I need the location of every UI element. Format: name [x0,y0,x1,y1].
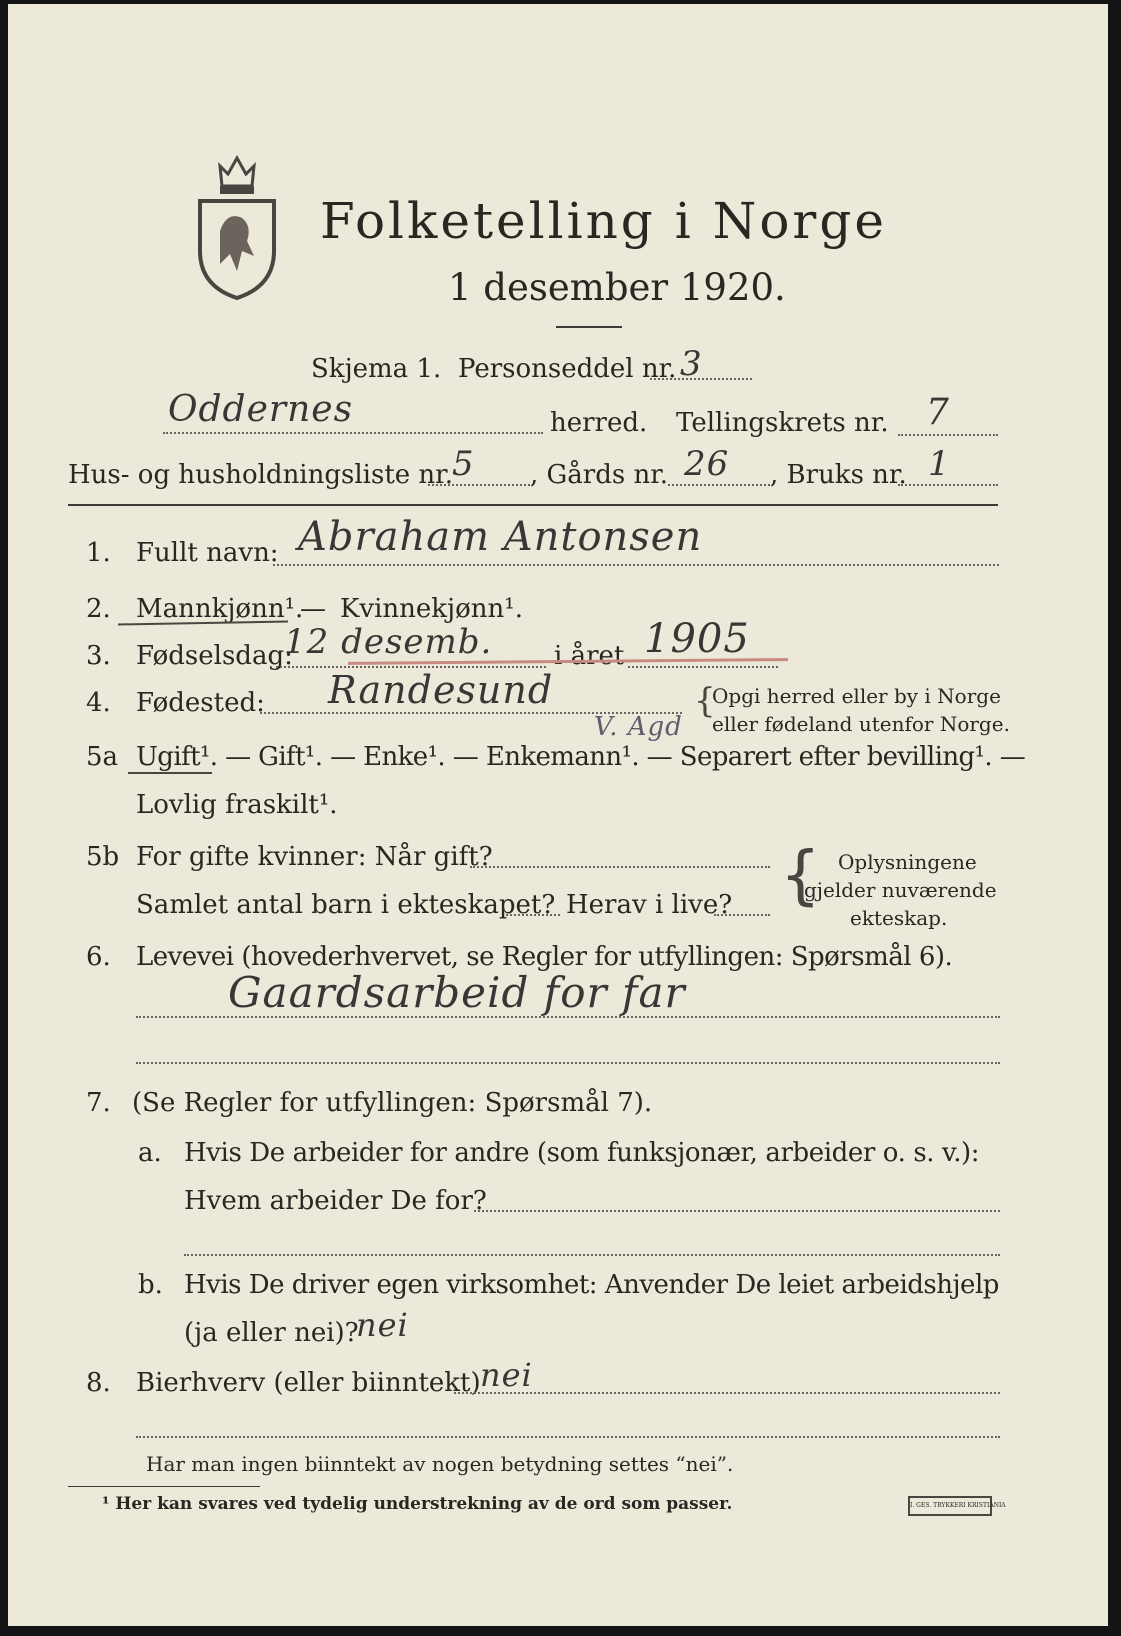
footnote-divider [68,1486,260,1487]
marital-status-options-2[interactable]: Lovlig fraskilt¹. [136,790,338,820]
male-option[interactable]: Mannkjønn¹. [136,594,304,624]
employer-label: Hvem arbeider De for? [184,1186,487,1216]
employer-field[interactable] [474,1210,1000,1212]
bruks-value[interactable]: 1 [928,444,951,484]
birthplace-note-line1: Opgi herred eller by i Norge [712,684,1001,708]
q2-separator: — [300,594,326,624]
brace-icon-2: { [780,839,821,913]
children-label: Samlet antal barn i ekteskapet? [136,890,556,920]
marital-status-options[interactable]: Ugift¹. — Gift¹. — Enke¹. — Enkemann¹. — Separert efter bevilling¹. — [136,742,1026,772]
birthplace-value[interactable]: Randesund [328,668,554,712]
birth-year-value[interactable]: 1905 [644,616,750,662]
hired-help-value[interactable]: nei [356,1306,409,1344]
skjema-label: Skjema 1. [311,354,442,384]
q5b-number: 5b [86,842,120,872]
tellingskrets-value[interactable]: 7 [926,392,950,433]
coat-of-arms-icon [192,146,282,304]
birthplace-note-line2: eller fødeland utenfor Norge. [712,712,1010,736]
ugift-underline [128,772,212,774]
personseddel-value[interactable]: 3 [680,344,703,384]
q4-label: Fødested: [136,688,265,718]
hired-help-label: (ja eller nei)? [184,1318,359,1348]
q7b-letter: b. [138,1270,163,1300]
tellingskrets-label: Tellingskrets nr. [676,408,889,438]
q6-number: 6. [86,942,111,972]
q7-label: (Se Regler for utfyllingen: Spørsmål 7). [132,1088,653,1118]
bruks-label: , Bruks nr. [770,460,907,490]
q4-number: 4. [86,688,111,718]
side-income-value[interactable]: nei [480,1356,533,1394]
q3-number: 3. [86,641,111,671]
full-name-value[interactable]: Abraham Antonsen [298,514,703,560]
birthday-value[interactable]: 12 desemb. [284,622,493,662]
q7b-text: Hvis De driver egen virksomhet: Anvender De leiet arbeidshjelp [184,1270,999,1300]
q1-number: 1. [86,538,111,568]
gards-value[interactable]: 26 [684,444,730,484]
q5a-number: 5a [86,742,119,772]
census-form [8,4,1108,1626]
gards-label: , Gårds nr. [530,460,669,490]
liste-value[interactable]: 5 [452,444,475,484]
q1-label: Fullt navn: [136,538,279,568]
female-option[interactable]: Kvinnekjønn¹. [340,594,523,624]
q3-label: Fødselsdag: [136,641,293,671]
census-date: 1 desember 1920. [448,266,786,309]
alive-label: Herav i live? [566,890,733,920]
header-divider [68,504,998,506]
q7a-text: Hvis De arbeider for andre (som funksjonær, arbeider o. s. v.): [184,1138,980,1168]
form-title: Folketelling i Norge [320,192,887,250]
liste-label: Hus- og husholdningsliste nr. [68,460,454,490]
printer-stamp: I. GES. TRYKKERI KRISTIANIA [908,1496,992,1516]
herred-value[interactable]: Oddernes [168,389,354,430]
birthplace-county-value[interactable]: V. Agd [594,712,683,742]
occupation-value[interactable]: Gaardsarbeid for far [228,968,686,1017]
q7a-letter: a. [138,1138,162,1168]
year-label: i året [554,641,625,671]
side-income-label: Bierhverv (eller biinntekt) [136,1368,481,1398]
footer-note: Har man ingen biinntekt av nogen betydning settes “nei”. [146,1452,734,1476]
q8-number: 8. [86,1368,111,1398]
married-when-label: For gifte kvinner: Når gift? [136,842,493,872]
footnote: ¹ Her kan svares ved tydelig understrekning av de ord som passer. [102,1494,733,1514]
q7-number: 7. [86,1088,111,1118]
title-divider [556,326,622,328]
herred-label: herred. [550,408,648,438]
q2-number: 2. [86,594,111,624]
occupation-label: Levevei (hovederhvervet, se Regler for utfyllingen: Spørsmål 6). [136,942,953,972]
marriage-note-line2: gjelder nuværende [804,878,997,902]
marriage-note-line3: ekteskap. [850,906,948,930]
marriage-note-line1: Oplysningene [838,850,977,874]
personseddel-label: Personseddel nr. [458,354,677,384]
brace-icon: { [694,681,716,721]
